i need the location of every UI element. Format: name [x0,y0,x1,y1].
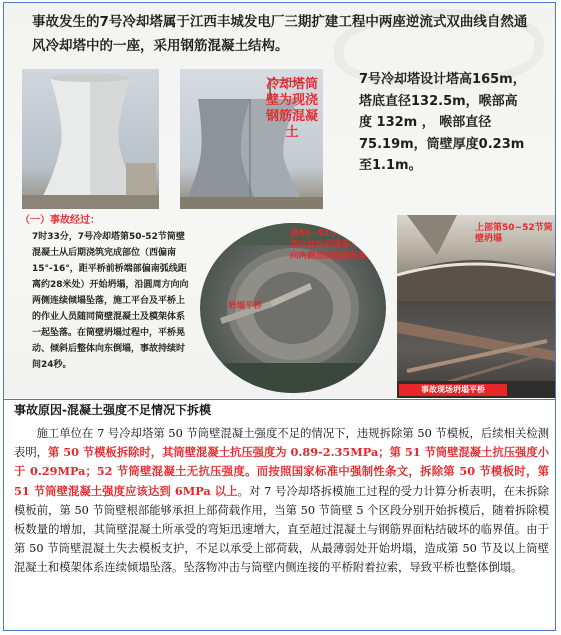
tower-photo-construction [180,69,323,209]
illustration-panel [4,3,555,398]
summary-body: 7时33分，7号冷却塔第50-52节筒壁混凝土从后期浇筑完成部位（西偏南15°-16°，距平桥前桥端部偏南弧线距离约28米处）开始坍塌，沿圆周方向向两侧连续倾塌坠落，施工平台及平桥上的作业人员随同筒壁混凝土及模架体系一起坠落。在筒壁坍塌过程中，平桥晃动、倾斜后整体向东倒塌，事故持续时间24秒。 [32,232,189,370]
section-title: 事故原因-混凝土强度不足情况下拆模 [4,399,555,421]
tower-specification: 7号冷却塔设计塔高165m，塔底直径132.5m，喉部高度 132m ， 喉部直径75.19m，筒壁厚度0.23m至1.1m。 [359,72,526,173]
collapsed-bridge-caption: 事故现场坍塌平桥 [399,384,507,396]
paragraph-part-3: 。对 7 号冷却塔拆模施工过程的受力计算分析表明，在未拆除模板前，第 50 节筒壁根部能够承担上部荷载作用，当第 50 节筒壁 5 个区段分别开始拆模后，随着拆除模板数量的增加，其筒壁混凝土所承受的弯矩迅速增大，直至超过混凝土与钢筋界面粘结破坏的临界值。由于第 50 节筒壁混凝土失去模板支护，不足以承受上部荷载，从最薄弱处开始坍塌，造成第 50 节及以上筒壁混凝土和模架体系连续倾塌坠落。坠落物冲击与筒壁内侧连接的平桥附着拉索，导致平桥也整体倒塌。 [14,484,549,575]
summary-title: （一）事故经过： [20,215,100,226]
headline: 事故发生的7号冷却塔属于江西丰城发电厂三期扩建工程中两座逆流式双曲线自然通风冷却塔中的一座，采用钢筋混凝土结构。 [32,14,528,54]
tower-photo-intact [22,69,159,209]
photo-wall-label: 冷却塔筒壁为现浇钢筋混凝土 [265,77,318,140]
aerial-bridge-label: 坍塌平桥 [228,301,263,311]
cause-paragraph [14,424,549,578]
page-frame [3,2,556,631]
aerial-photo [200,223,386,393]
upper-wall-photo [397,215,555,301]
upper-wall-label: 上部第50~52节筒壁坍塌 [475,223,553,244]
aerial-collapse-label: 第50~52节筒壁及模架从此处沿圆周方向向两侧连续倾塌坠落 [290,229,372,261]
paragraph-part-1: 施工单位在 7 号冷却塔第 50 节筒壁混凝土强度不足的情况下，违规拆除第 50 节模板，后续相关检测表明， [14,427,549,460]
paragraph-highlight: 第 50 节模板拆除时，其筒壁混凝土抗压强度为 0.89-2.35MPa；第 51 节筒壁混凝土抗压强度小于 0.29MPa；52 节筒壁混凝土无抗压强度。而按照国家标准中强制性条文，拆除第 50 节模板时，第 51 节筒壁混凝土强度应该达到 6MPa 以上 [14,445,549,498]
